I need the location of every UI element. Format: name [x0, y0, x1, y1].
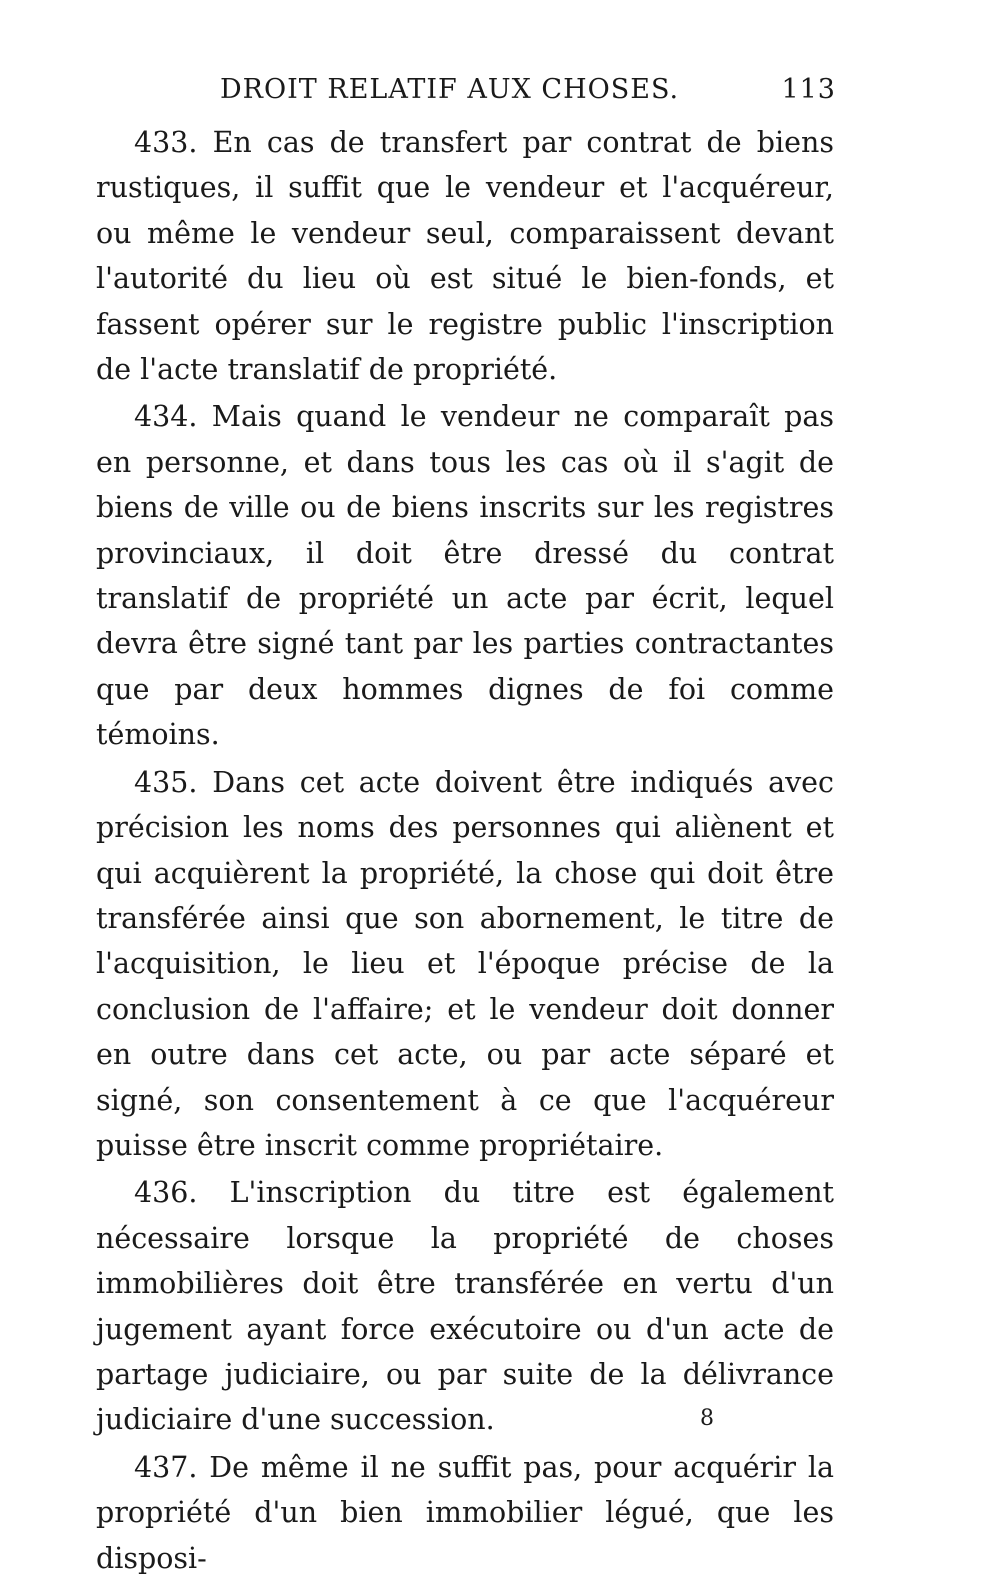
paragraph-436: [96, 1170, 834, 1442]
paragraph-text: En cas de transfert par contrat de biens rustiques, il suffit que le vendeur et l'acquéreur, ou même le vendeur seul, comparaissent devant l'autorité du lieu où est situé le bien-fonds, et fassent opérer sur le registre public l'inscription de l'acte translatif de propriété.: [96, 126, 834, 387]
paragraph-text: L'inscription du titre est également nécessaire lorsque la propriété de choses immobilières doit être transférée en vertu d'un jugement ayant force exécutoire ou d'un acte de partage judiciaire, ou par suite de la délivrance judiciaire d'une succession.: [96, 1176, 834, 1437]
paragraph-number: 436.: [134, 1176, 198, 1210]
paragraph-435: [96, 760, 834, 1169]
paragraph-text: Mais quand le vendeur ne comparaît pas en personne, et dans tous les cas où il s'agit de biens de ville ou de biens inscrits sur les registres provinciaux, il doit être dressé du contrat translatif de propriété un acte par écrit, lequel devra être signé tant par les parties contractantes que par deux hommes dignes de foi comme témoins.: [96, 400, 834, 752]
running-head: [96, 74, 836, 114]
signature-mark: 8: [700, 1406, 714, 1431]
paragraph-text: Dans cet acte doivent être indiqués avec précision les noms des personnes qui aliènent et qui acquièrent la propriété, la chose qui doit être transférée ainsi que son abornement, le titre de l'acquisition, le lieu et l'époque précise de la conclusion de l'affaire; et le vendeur doit donner en outre dans cet acte, ou par acte séparé et signé, son consentement à ce que l'acquéreur puisse être inscrit comme propriétaire.: [96, 765, 834, 1162]
paragraph-number: 433.: [134, 126, 198, 159]
paragraph-437: [96, 1445, 834, 1581]
running-title: DROIT RELATIF AUX CHOSES.: [220, 74, 680, 105]
paragraph-text: De même il ne suffit pas, pour acquérir la propriété d'un bien immobilier légué, que les disposi-: [96, 1450, 834, 1575]
paragraph-434: [96, 394, 834, 757]
paragraph-433: [96, 120, 834, 392]
body-text: [96, 120, 834, 1583]
page-number: 113: [781, 74, 836, 105]
paragraph-number: 435.: [134, 765, 198, 799]
paragraph-number: 437.: [134, 1450, 198, 1484]
paragraph-number: 434.: [134, 400, 198, 434]
